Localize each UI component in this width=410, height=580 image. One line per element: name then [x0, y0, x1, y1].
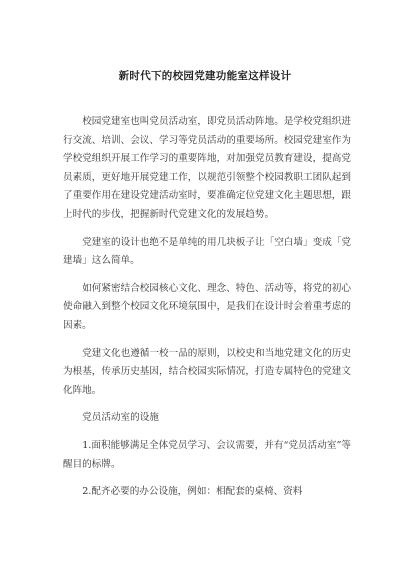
paragraph: 党建室的设计也绝不是单纯的用几块板子让「空白墙」变成「党建墙」这么简单。: [63, 236, 351, 267]
list-item: 1.面积能够满足全体党员学习、会议需要，并有“党员活动室”等醒目的标牌。: [63, 439, 351, 470]
paragraph: 校园党建室也叫党员活动室，即党员活动阵地。是学校党组织进行交流、培训、会议、学习等党员活动的重要场所。校园党建室作为学校党组织开展工作学习的重要阵地，对加强党员教育建设，提高党员素质，更好地开展党建工作，以规范引领整个校园教职工团队起到了重要作用在建设党建活动室时，要准确定位党建文化主题思想，跟上时代的步伐，把握新时代党建文化的发展趋势。: [63, 116, 351, 220]
document-body: [63, 113, 351, 511]
paragraph: 如何紧密结合校园核心文化、理念、特色、活动等，将党的初心使命融入到整个校园文化环境氛围中，是我们在设计时会着重考虑的因素。: [63, 282, 351, 331]
paragraph: 党建文化也遵循一校一品的原则，以校史和当地党建文化的历史为根基，传承历史基因，结合校园实际情况，打造专属特色的党建文化阵地。: [63, 347, 351, 396]
document-title: 新时代下的校园党建功能室这样设计: [118, 70, 292, 82]
list-item: 2.配齐必要的办公设施，例如：相配套的桌椅、资料: [82, 486, 303, 498]
section-heading: 党员活动室的设施: [82, 412, 159, 424]
